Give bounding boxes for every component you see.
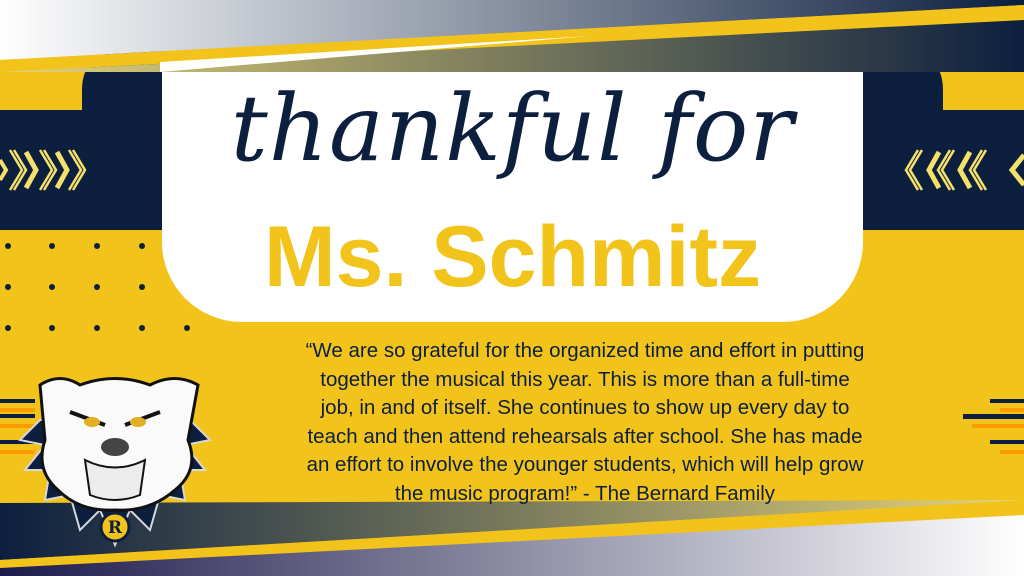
left-stripes [0, 399, 35, 454]
right-stripes [963, 399, 1024, 454]
quote-line: the music program!” - The Bernard Family [394, 481, 776, 505]
quote-line: teach and then attend rehearsals after school. She has made [307, 424, 863, 448]
mascot-letter: R [107, 518, 123, 538]
heading-script: thankful for [230, 75, 795, 182]
right-navy-band [863, 50, 1024, 230]
quote-line: job, in and of itself. She continues to show up every day to [320, 396, 850, 419]
quote-line: an effort to involve the younger students, which will help grow [306, 453, 864, 476]
testimonial-quote [225, 337, 945, 508]
left-navy-band [0, 50, 162, 230]
quote-line: “We are so grateful for the organized time and effort in putting [305, 339, 865, 362]
quote-line: together the musical this year. This is more than a full-time [320, 367, 850, 391]
honoree-name: Ms. Schmitz [264, 209, 761, 305]
